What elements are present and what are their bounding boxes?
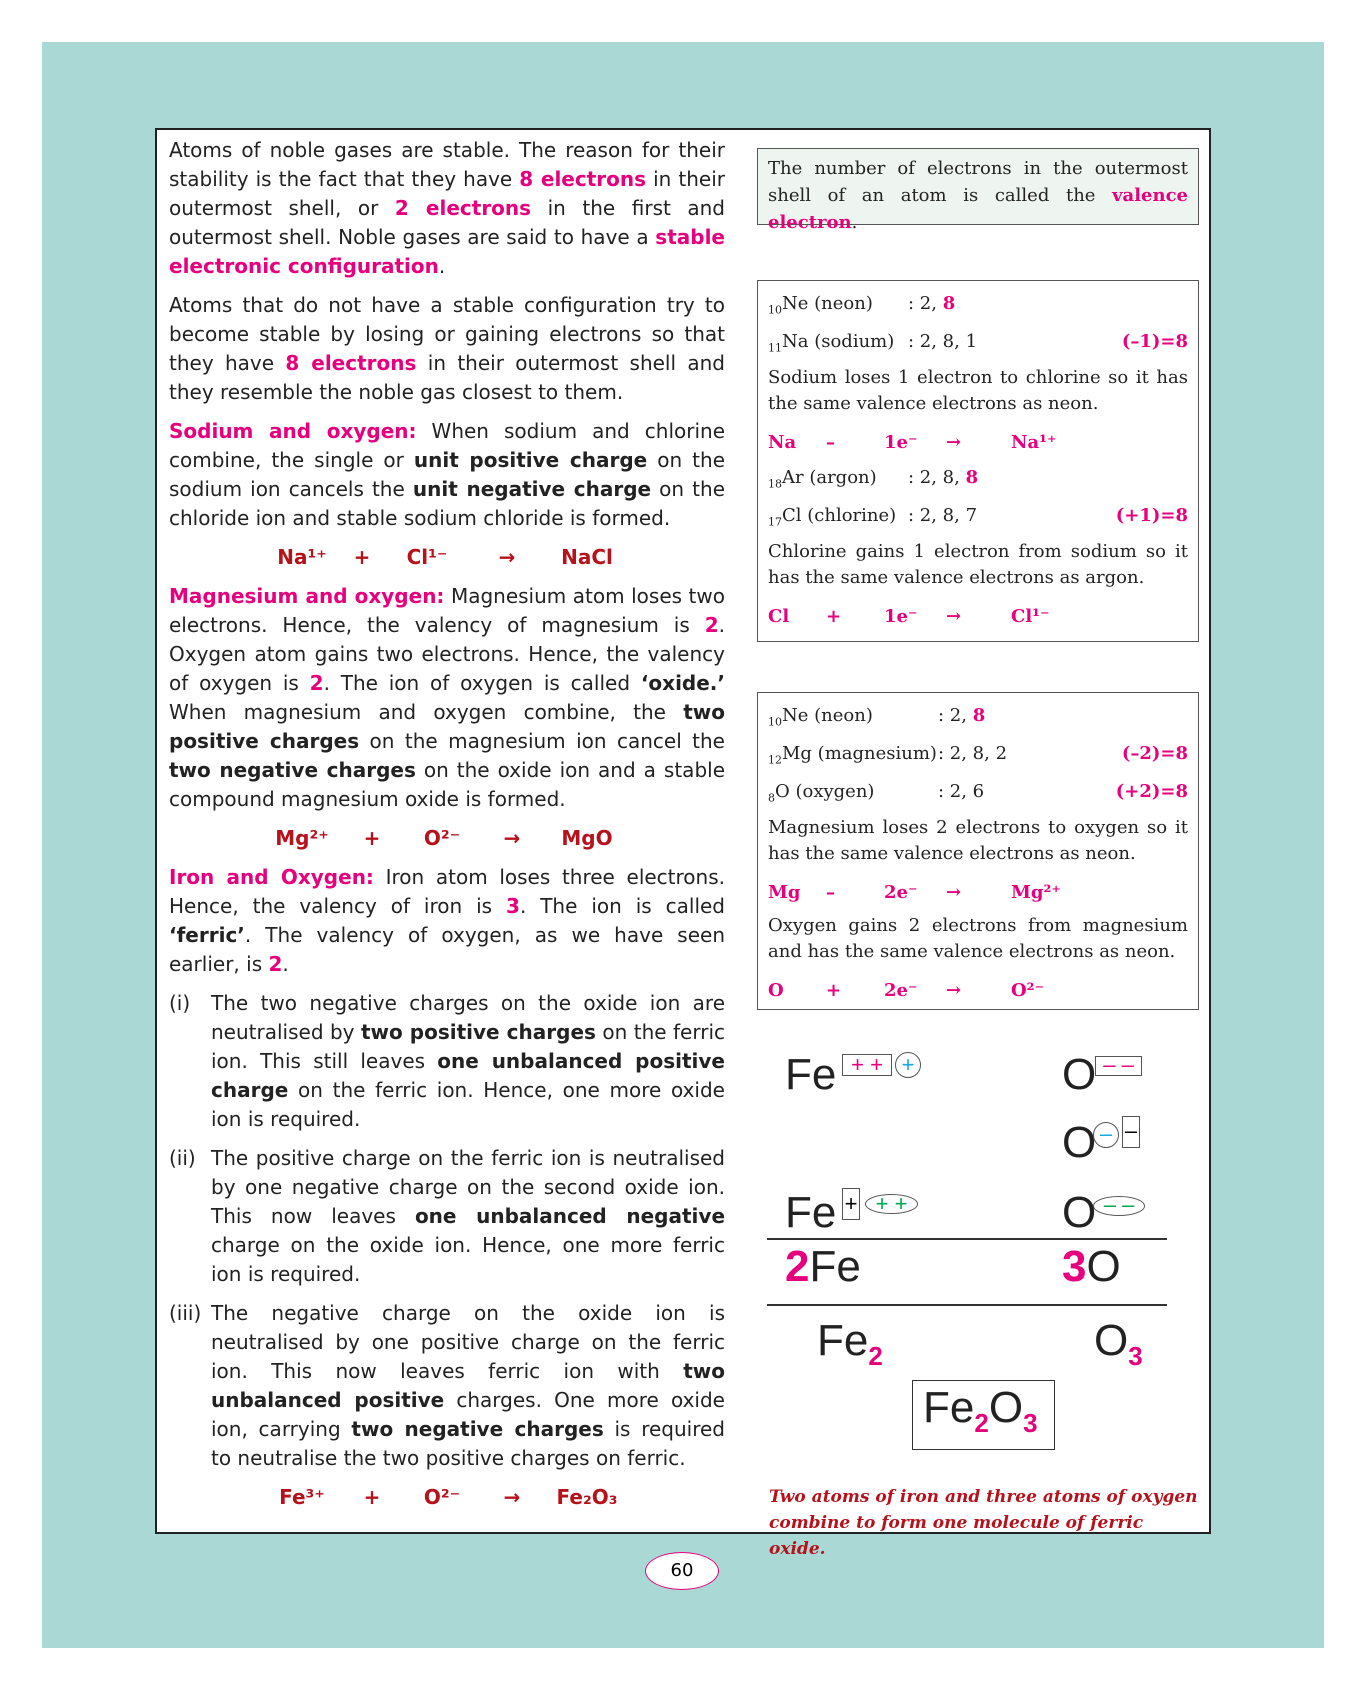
charge-oval: – – <box>1093 1196 1145 1216</box>
reaction: Cl + 1e⁻ → Cl¹⁻ <box>768 606 1050 627</box>
charge-box: – – <box>1095 1056 1142 1076</box>
reaction: Na – 1e⁻ → Na¹⁺ <box>768 432 1057 453</box>
oxygen-symbol: O <box>1062 1118 1097 1167</box>
config-row: $_{10}$Ne (neon) : 2, 8 <box>768 705 986 729</box>
config-row: $_8$O (oxygen) : 2, 6 (+2)=8 <box>768 781 1188 805</box>
para-stability: Atoms that do not have a stable configuration try to become stable by losing or gaining electrons so that they have 8 electrons in their outermost shell and they resemble the noble gas closest to them. <box>169 293 725 404</box>
description: Chlorine gains 1 electron from sodium so it has the same valence electrons as argon. <box>768 541 1188 588</box>
page-number: 60 <box>645 1552 719 1590</box>
para-magnesium: Magnesium and oxygen: Magnesium atom loses two electrons. Hence, the valency of magnesium is 2. Oxygen atom gains two electrons. Hence, the valency of oxygen is 2. The ion of oxygen is called ‘oxide.’ When magnesium and oxygen combine, the two positive charges on the magnesium ion cancel the two negative charges on the oxide ion and a stable compound magnesium oxide is formed. <box>169 584 725 811</box>
config-row: $_{12}$Mg (magnesium) : 2, 8, 2 (–2)=8 <box>768 743 1188 767</box>
iron-symbol: Fe <box>785 1050 837 1099</box>
oxygen-symbol: O <box>1062 1050 1097 1099</box>
para-noble-gases: Atoms of noble gases are stable. The reason for their stability is the fact that they have 8 electrons in their outermost shell, or 2 electrons in the first and outermost shell. Noble gases are said to have a stable electronic configuration. <box>169 138 725 278</box>
equation-nacl: Na¹⁺ + Cl¹⁻ → NaCl <box>277 545 613 569</box>
divider-line <box>767 1304 1167 1306</box>
para-iron: Iron and Oxygen: Iron atom loses three electrons. Hence, the valency of iron is 3. The ion is called ‘ferric’. The valency of oxygen, as we have seen earlier, is 2. <box>169 865 725 976</box>
left-column <box>169 136 725 1522</box>
divider-line <box>767 1238 1167 1240</box>
config-row: $_{18}$Ar (argon) : 2, 8, 8 <box>768 467 979 491</box>
sodium-chlorine-box <box>757 280 1199 642</box>
equation-mgo: Mg²⁺ + O²⁻ → MgO <box>275 826 613 850</box>
description: Magnesium loses 2 electrons to oxygen so it has the same valence electrons as neon. <box>768 817 1188 864</box>
list-item: (i) The two negative charges on the oxide ion are neutralised by two positive charges on the ferric ion. This still leaves one unbalanced positive charge on the ferric ion. Hence, one more oxide ion is required. <box>169 991 725 1131</box>
charge-circle: + <box>895 1052 921 1078</box>
reaction: Mg – 2e⁻ → Mg²⁺ <box>768 882 1061 903</box>
charge-oval: + + <box>865 1194 918 1214</box>
config-row: $_{11}$Na (sodium) : 2, 8, 1 (–1)=8 <box>768 331 1188 355</box>
config-row: $_{17}$Cl (chlorine) : 2, 8, 7 (+1)=8 <box>768 505 1188 529</box>
para-sodium: Sodium and oxygen: When sodium and chlorine combine, the single or unit positive charge on the sodium ion cancels the unit negative charge on the chloride ion and stable sodium chloride is formed. <box>169 419 725 530</box>
charge-box: + <box>842 1188 860 1220</box>
list-item: (ii) The positive charge on the ferric ion is neutralised by one negative charge on the second oxide ion. This now leaves one unbalanced negative charge on the oxide ion. Hence, one more ferric ion is required. <box>169 1146 726 1286</box>
charge-box: + + <box>842 1054 892 1076</box>
charge-box: – <box>1122 1116 1140 1148</box>
oxygen-symbol: O <box>1062 1188 1097 1237</box>
valence-definition-box: The number of electrons in the outermost shell of an atom is called the valence electron. <box>757 148 1199 225</box>
charge-circle: – <box>1093 1122 1119 1148</box>
textbook-page: Atoms of noble gases are stable. The reason for their stability is the fact that they have 8 electrons in their outermost shell, or 2 electrons in the first and outermost shell. Noble gases are said to have a stable electronic configuration. Atoms that do not have a stable configuration try to become stable by losing or gaining electrons so that they have 8 electrons in their outermost shell and they resemble the noble gas closest to them. Sodium and oxygen: When sodium and chlorine combine, the single or unit positive charge on the sodium ion cancels the unit negative charge on the chloride ion and stable sodium chloride is formed. Na¹⁺ + Cl¹⁻ → NaCl Magnesium and oxygen: Magnesium atom loses two electrons. Hence, the valency of magnesium is 2. Oxygen atom gains two electrons. Hence, the valency of oxygen is 2. The ion of oxygen is called ‘oxide.’ When magnesium and oxygen combine, the two positive charges on the magnesium ion cancel the two negative charges on the oxide ion and a stable compound magnesium oxide is formed. Mg²⁺ + O²⁻ → MgO Iron and Oxygen: Iron atom loses three electrons. Hence, the valency of iron is 3. The ion is called ‘ferric’. The valency of oxygen, as we have seen earlier, is 2. (i) The two negative charges on the oxide ion are neutralised by two positive charges on the ferric ion. This still leaves one unbalanced positive charge on the ferric ion. Hence, one more oxide ion is required. (ii) The positive charge on the ferric ion is neutralised by one negative charge on the second oxide ion. This now leaves one unbalanced negative charge on the oxide ion. Hence, one more ferric ion is required. (iii) The negative charge on the oxide ion is neutralised by one positive charge on the ferric ion. This now leaves ferric ion with two unbalanced positive charges. One more oxide ion, carrying two negative charges is required to neutralise the two positive charges on ferric. Fe³⁺ + O²⁻ → Fe₂O₃ The number of electrons in the outermost shell of an atom is called the valence electron. $_{10}$Ne (neon) : 2, 8 $_{11}$Na (sodium) : 2, 8, 1 (–1)=8 Sodium loses 1 electron to chlorine so it has the same valence electrons as neon. Na – 1e⁻ → Na¹⁺ $_{18}$Ar (argon) : 2, 8, 8 $_{17}$Cl (chlorine) : 2, 8, 7 (+1)=8 Chlorine gains 1 electron from sodium so it has the same valence electrons as argon. Cl + 1e⁻ → Cl¹⁻ $_{10}$Ne (neon) : 2, 8 $_{12}$Mg (magnesium) : 2, 8, 2 (–2)=8 $_8$O (oxygen) : 2, 6 (+2)=8 Magnesium loses 2 electrons to oxygen so it has the same valence electrons as neon. Mg – 2e⁻ → Mg²⁺ Oxygen gains 2 electrons from magnesium and has the same valence electrons as neon. O + 2e⁻ → O²⁻ Fe + + + O – – O – – Fe + + + O – – 2Fe 3O $Fe_2$ $O_3$ $Fe_2O_3$ Two atoms of iron and three atoms of oxygen combine to form one molecule of ferric oxide. <box>155 128 1211 1534</box>
ferric-oxide-formula: $Fe_2O_3$ <box>912 1380 1055 1450</box>
diagram-caption: Two atoms of iron and three atoms of oxygen combine to form one molecule of ferric oxide. <box>769 1487 1198 1559</box>
magnesium-oxygen-box <box>757 692 1199 1010</box>
description: Oxygen gains 2 electrons from magnesium and has the same valence electrons as neon. <box>768 915 1188 962</box>
config-row: $_{10}$Ne (neon) : 2, 8 <box>768 293 956 317</box>
reaction: O + 2e⁻ → O²⁻ <box>768 980 1045 1001</box>
equation-fe2o3: Fe³⁺ + O²⁻ → Fe₂O₃ <box>279 1485 618 1509</box>
description: Sodium loses 1 electron to chlorine so it has the same valence electrons as neon. <box>768 367 1188 414</box>
list-item: (iii) The negative charge on the oxide ion is neutralised by one positive charge on the ferric ion. This now leaves ferric ion with two unbalanced positive charges. One more oxide ion, carrying two negative charges is required to neutralise the two positive charges on ferric. <box>169 1301 725 1470</box>
iron-symbol: Fe <box>785 1188 837 1237</box>
